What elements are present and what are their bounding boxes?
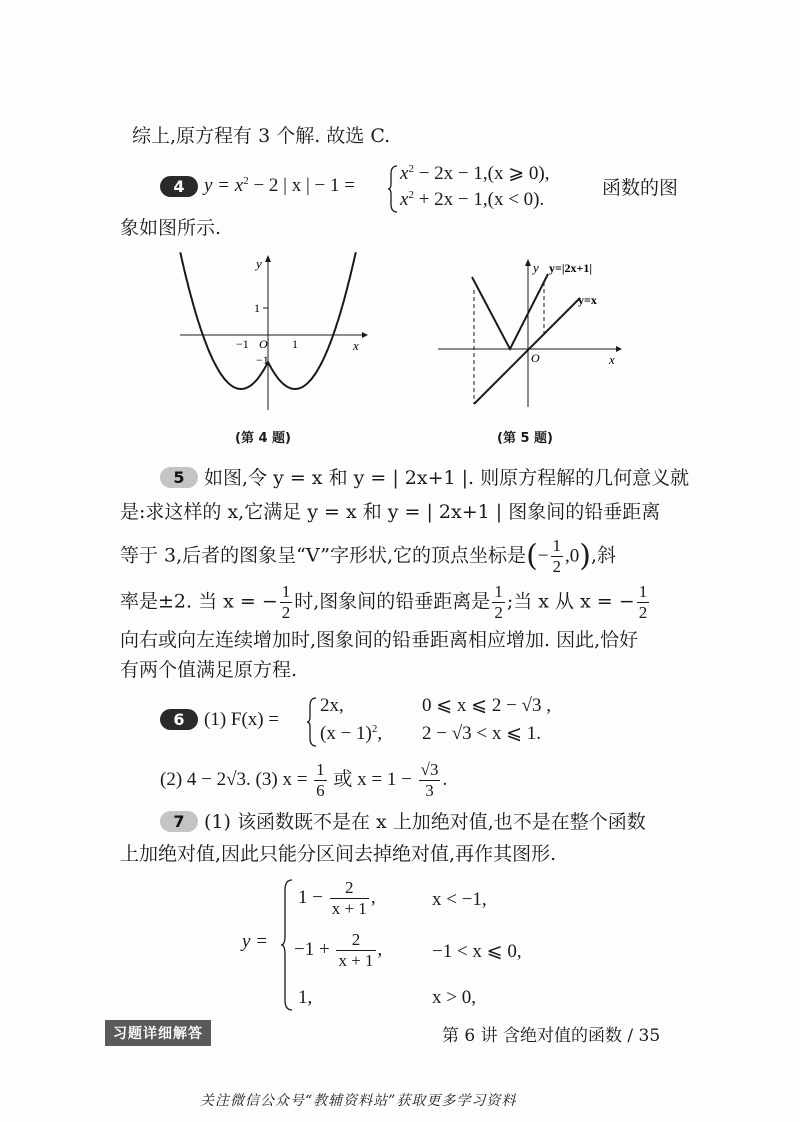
- y-axis-arrow-icon: [525, 259, 531, 266]
- x-axis-arrow-icon: [362, 332, 368, 338]
- p7-row2-expr: −1 + $\frac{2}{x + 1}$ ,: [294, 930, 383, 970]
- p7-piecewise: [242, 874, 602, 1024]
- p6-case2-expr: $(x - 1)^2$,: [320, 723, 383, 744]
- fig5-label-v: y=|2x+1|: [549, 261, 592, 275]
- p4-case1: $x^2 - 2x - 1,(x$ ⩾ 0),: [400, 163, 550, 184]
- p5-line2: 是:求这样的 x,它满足 y = x 和 y = | 2x+1 | 图象间的铅垂距离: [120, 501, 661, 523]
- fig4-label-one-y: 1: [254, 301, 260, 315]
- figure-4-graph: [170, 250, 370, 420]
- p7-row3-expr: 1,: [298, 987, 313, 1008]
- fig5-label-x: x: [609, 352, 615, 367]
- p5-line3: 等于 3,后者的图象呈“V”字形状,它的顶点坐标是(− $\frac{1}{2}$ ,0),斜: [120, 536, 617, 576]
- p4-lhs: $y = x^2 - 2$ | x | − 1 =: [204, 175, 355, 196]
- y-axis-arrow-icon: [265, 255, 271, 262]
- p5-line1: 如图,令 y = x 和 y = | 2x+1 |. 则原方程解的几何意义就: [204, 467, 690, 489]
- p7-row1-expr: 1 − $\frac{2}{x + 1}$ ,: [298, 878, 376, 918]
- fig4-label-neg1-x: −1: [236, 337, 249, 351]
- problem-number-badge: 5: [160, 467, 198, 488]
- p5-line5: 向右或向左连续增加时,图象间的铅垂距离相应增加. 因此,恰好: [120, 629, 639, 651]
- figure-4-caption: (第 4 题): [235, 431, 291, 446]
- x-axis-arrow-icon: [616, 346, 622, 352]
- footer-page-info: 第 6 讲 含绝对值的函数 / 35: [442, 1026, 661, 1046]
- fig5-label-o: O: [531, 351, 540, 365]
- p6-parts-2-3: (2) 4 − 2√3. (3) x = $\frac{1}{6}$ 或 x = 1 − $\frac{√3}{3}$ .: [160, 760, 448, 800]
- p4-line2: 象如图所示.: [120, 217, 222, 239]
- fig4-label-o: O: [259, 337, 268, 351]
- p4-case2: $x^2 + 2x - 1,(x < 0)$.: [400, 189, 545, 210]
- problem-6: [160, 694, 640, 750]
- fig4-label-x: x: [353, 338, 359, 353]
- v-shaped-line: [472, 274, 548, 349]
- p7-row1-cond: x < −1,: [432, 889, 487, 910]
- p7-line2: 上加绝对值,因此只能分区间去掉绝对值,再作其图形.: [120, 843, 557, 865]
- bottom-note: 关注微信公众号“教辅资料站”获取更多学习资料: [200, 1093, 517, 1109]
- fig4-label-y: y: [256, 256, 262, 271]
- p7-row3-cond: x > 0,: [432, 987, 476, 1008]
- fig5-label-line: y=x: [578, 293, 597, 307]
- left-brace-icon: [306, 696, 318, 748]
- figure-5-caption: (第 5 题): [497, 431, 553, 446]
- footer-section-label: 习题详细解答: [105, 1020, 211, 1046]
- fig4-label-one-x: 1: [292, 337, 298, 351]
- p7-line1: (1) 该函数既不是在 x 上加绝对值,也不是在整个函数: [204, 811, 646, 833]
- p7-y-eq: y =: [242, 931, 269, 952]
- p5-line6: 有两个值满足原方程.: [120, 659, 298, 681]
- p6-label: (1) F(x) =: [204, 709, 280, 730]
- problem-number-badge: 6: [160, 709, 198, 730]
- p6-case1-cond: 0 ⩽ x ⩽ 2 − √3 ,: [422, 695, 551, 716]
- problem-number-badge: 4: [160, 176, 198, 197]
- fig5-label-y: y: [533, 260, 539, 275]
- summary-line: 综上,原方程有 3 个解. 故选 C.: [132, 125, 391, 147]
- fig4-label-neg1-y: −1: [256, 353, 269, 367]
- left-brace-icon: [387, 164, 399, 214]
- left-brace-icon: [280, 878, 294, 1012]
- p6-case2-cond: 2 − √3 < x ⩽ 1.: [422, 723, 542, 744]
- p7-row2-cond: −1 < x ⩽ 0,: [432, 941, 522, 962]
- problem-number-badge: 7: [160, 811, 198, 832]
- p6-case1-expr: 2x,: [320, 695, 344, 716]
- p4-tail: 函数的图: [602, 177, 679, 199]
- p5-line4: 率是±2. 当 x = − $\frac{1}{2}$ 时,图象间的铅垂距离是 $\frac{1}{2}$ ;当 x 从 x = − $\frac{1}{2}$: [120, 582, 648, 622]
- figure-5-graph: [432, 252, 632, 412]
